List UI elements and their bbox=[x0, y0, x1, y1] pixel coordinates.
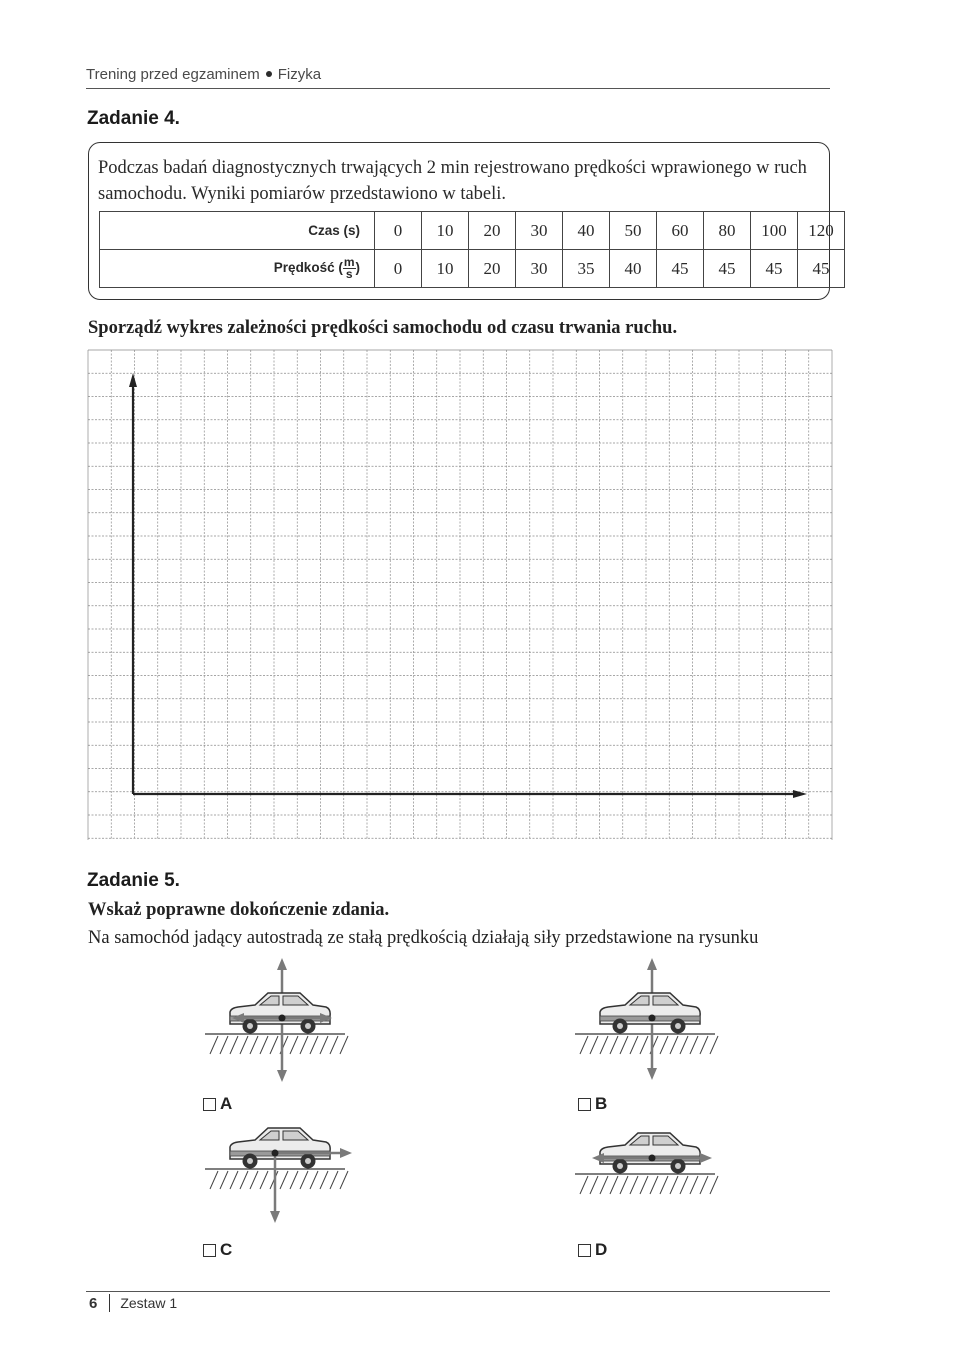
time-cell: 60 bbox=[657, 212, 704, 250]
time-cell: 120 bbox=[798, 212, 845, 250]
speed-cell: 10 bbox=[422, 250, 469, 288]
speed-cell: 40 bbox=[610, 250, 657, 288]
time-cell: 80 bbox=[704, 212, 751, 250]
page-number: 6 bbox=[89, 1294, 98, 1312]
figure-d bbox=[550, 1110, 750, 1220]
time-cell: 100 bbox=[751, 212, 798, 250]
grid-lines bbox=[88, 350, 832, 840]
task5-instruction: Wskaż poprawne dokończenie zdania. bbox=[88, 900, 390, 920]
unit-numerator: m bbox=[343, 255, 355, 269]
task4-intro: Podczas badań diagnostycznych trwających 2 min rejestrowano prędkości wprawionego w ruch samochodu. Wyniki pomiarów przedstawiono w tabeli. bbox=[98, 158, 807, 204]
unit-denominator: s bbox=[345, 267, 353, 281]
checkbox-c[interactable] bbox=[203, 1244, 216, 1257]
time-cell: 50 bbox=[610, 212, 657, 250]
footer-rule bbox=[86, 1291, 830, 1292]
option-c-label: C bbox=[220, 1240, 233, 1259]
y-axis-arrow-icon bbox=[129, 373, 137, 387]
unit-fraction bbox=[343, 257, 356, 280]
time-cell: 10 bbox=[422, 212, 469, 250]
footer-separator bbox=[109, 1294, 110, 1312]
x-axis-arrow-icon bbox=[793, 790, 807, 798]
task5-title: Zadanie 5. bbox=[87, 870, 180, 891]
time-row bbox=[100, 212, 845, 250]
running-header bbox=[86, 66, 321, 83]
time-cell: 20 bbox=[469, 212, 516, 250]
time-cell: 40 bbox=[563, 212, 610, 250]
task5-question: Na samochód jadący autostradą ze stałą prędkością działają siły przedstawione na rysunku bbox=[88, 928, 759, 948]
page-footer bbox=[89, 1294, 177, 1312]
checkbox-b[interactable] bbox=[578, 1098, 591, 1111]
task4-instruction: Sporządź wykres zależności prędkości samochodu od czasu trwania ruchu. bbox=[88, 318, 678, 338]
speed-cell: 30 bbox=[516, 250, 563, 288]
speed-row bbox=[100, 250, 845, 288]
speed-cell: 45 bbox=[704, 250, 751, 288]
option-a-label: A bbox=[220, 1094, 233, 1113]
figure-b bbox=[550, 955, 750, 1090]
speed-cell: 0 bbox=[375, 250, 422, 288]
time-cell: 30 bbox=[516, 212, 563, 250]
speed-cell: 45 bbox=[657, 250, 704, 288]
figure-c bbox=[180, 1100, 380, 1235]
option-b-label: B bbox=[595, 1094, 608, 1113]
bullet-icon bbox=[266, 71, 272, 77]
figure-a bbox=[180, 955, 380, 1090]
speed-cell: 20 bbox=[469, 250, 516, 288]
speed-cell: 35 bbox=[563, 250, 610, 288]
header-rule bbox=[86, 88, 830, 89]
graph-paper[interactable] bbox=[87, 349, 833, 841]
time-cell: 0 bbox=[375, 212, 422, 250]
subject-name: Fizyka bbox=[277, 66, 322, 83]
option-d[interactable] bbox=[578, 1240, 607, 1260]
task4-title: Zadanie 4. bbox=[87, 108, 180, 129]
speed-label-text: Prędkość ( bbox=[273, 260, 343, 276]
speed-row-label bbox=[100, 250, 375, 288]
option-d-label: D bbox=[595, 1240, 608, 1259]
speed-cell: 45 bbox=[798, 250, 845, 288]
measurement-table bbox=[99, 211, 845, 288]
time-row-label: Czas (s) bbox=[100, 212, 375, 250]
option-c[interactable] bbox=[203, 1240, 232, 1260]
speed-label-close: ) bbox=[355, 260, 360, 276]
section-name: Zestaw 1 bbox=[120, 1295, 178, 1311]
checkbox-d[interactable] bbox=[578, 1244, 591, 1257]
speed-cell: 45 bbox=[751, 250, 798, 288]
book-title: Trening przed egzaminem bbox=[86, 66, 260, 83]
